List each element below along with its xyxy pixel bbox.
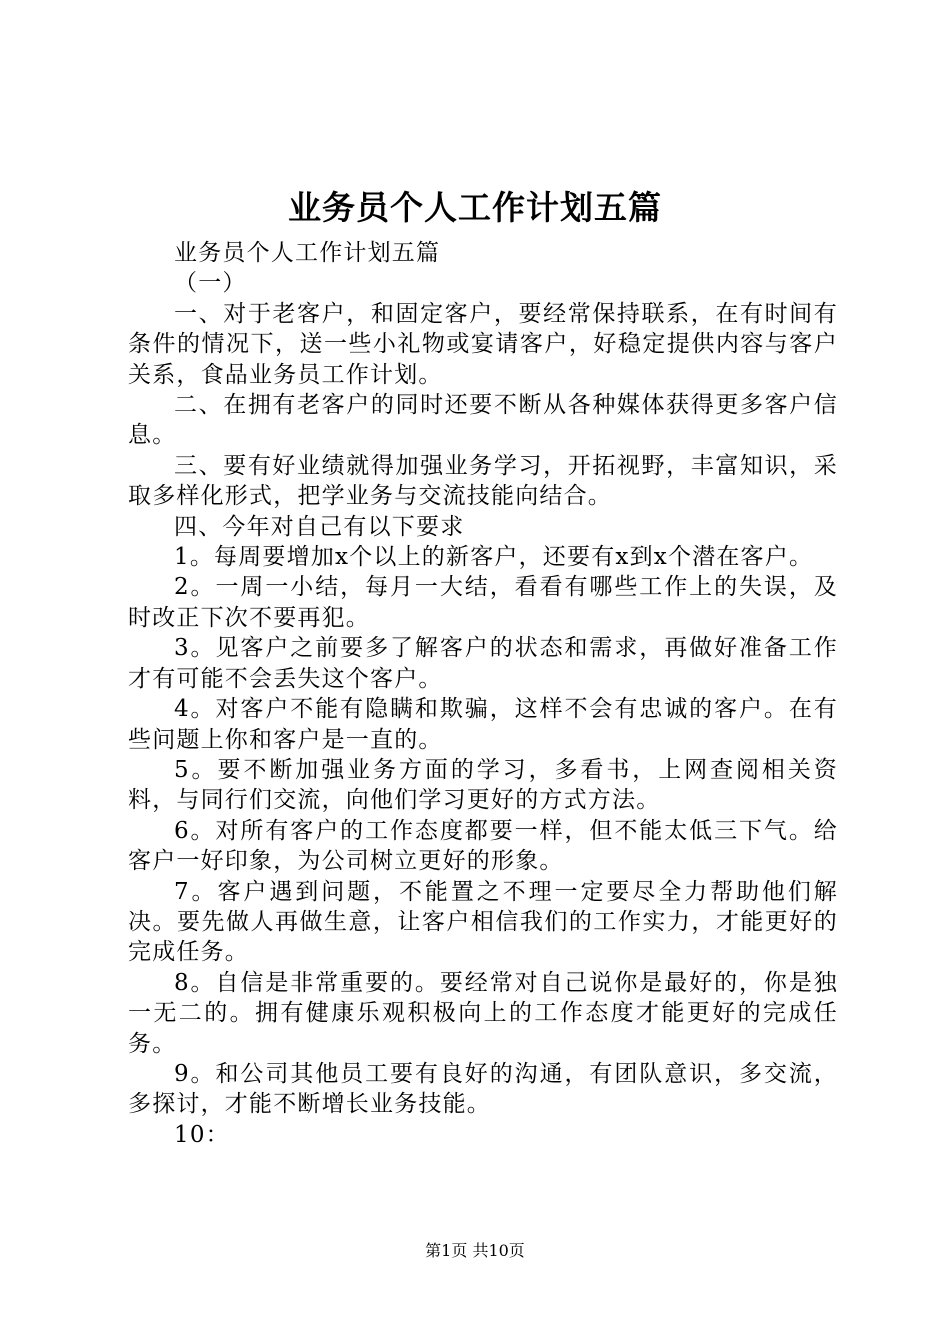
document-title: 业务员个人工作计划五篇 [288,188,662,227]
paragraph-requirement-2: 2。一周一小结，每月一大结，看看有哪些工作上的失误，及时改正下次不要再犯。 [128,574,838,631]
paragraph-section-marker: （一） [174,270,247,297]
paragraph-requirement-1: 1。每周要增加x个以上的新客户，还要有x到x个潜在客户。 [174,544,814,571]
paragraph-requirement-9: 9。和公司其他员工要有良好的沟通，有团队意识，多交流，多探讨，才能不断增长业务技能。 [128,1060,838,1118]
paragraph-item-2: 二、在拥有老客户的同时还要不断从各种媒体获得更多客户信息。 [128,392,838,449]
paragraph-item-1: 一、对于老客户，和固定客户，要经常保持联系，在有时间有条件的情况下，送一些小礼物或宴请客户，好稳定提供内容与客户关系，食品业务员工作计划。 [128,300,838,388]
paragraph-item-3: 三、要有好业绩就得加强业务学习，开拓视野，丰富知识，采取多样化形式，把学业务与交流技能向结合。 [128,452,838,510]
paragraph-requirement-5: 5。要不断加强业务方面的学习，多看书，上网查阅相关资料，与同行们交流，向他们学习更好的方式方法。 [128,756,838,814]
paragraph-requirement-3: 3。见客户之前要多了解客户的状态和需求，再做好准备工作才有可能不会丢失这个客户。 [128,635,838,692]
paragraph-requirement-10: 10： [174,1121,230,1148]
paragraph-requirement-4: 4。对客户不能有隐瞒和欺骗，这样不会有忠诚的客户。在有些问题上你和客户是一直的。 [128,696,838,753]
document-body [128,238,838,1150]
paragraph-item-4: 四、今年对自己有以下要求 [174,513,465,540]
page-footer: 第1页 共10页 [425,1241,525,1260]
paragraph-requirement-6: 6。对所有客户的工作态度都要一样，但不能太低三下气。给客户一好印象，为公司树立更好的形象。 [128,817,838,875]
paragraph-requirement-7: 7。客户遇到问题，不能置之不理一定要尽全力帮助他们解决。要先做人再做生意，让客户相信我们的工作实力，才能更好的完成任务。 [128,878,838,966]
paragraph-subtitle: 业务员个人工作计划五篇 [174,240,441,266]
paragraph-requirement-8: 8。自信是非常重要的。要经常对自己说你是最好的，你是独一无二的。拥有健康乐观积极向上的工作态度才能更好的完成任务。 [128,969,838,1057]
